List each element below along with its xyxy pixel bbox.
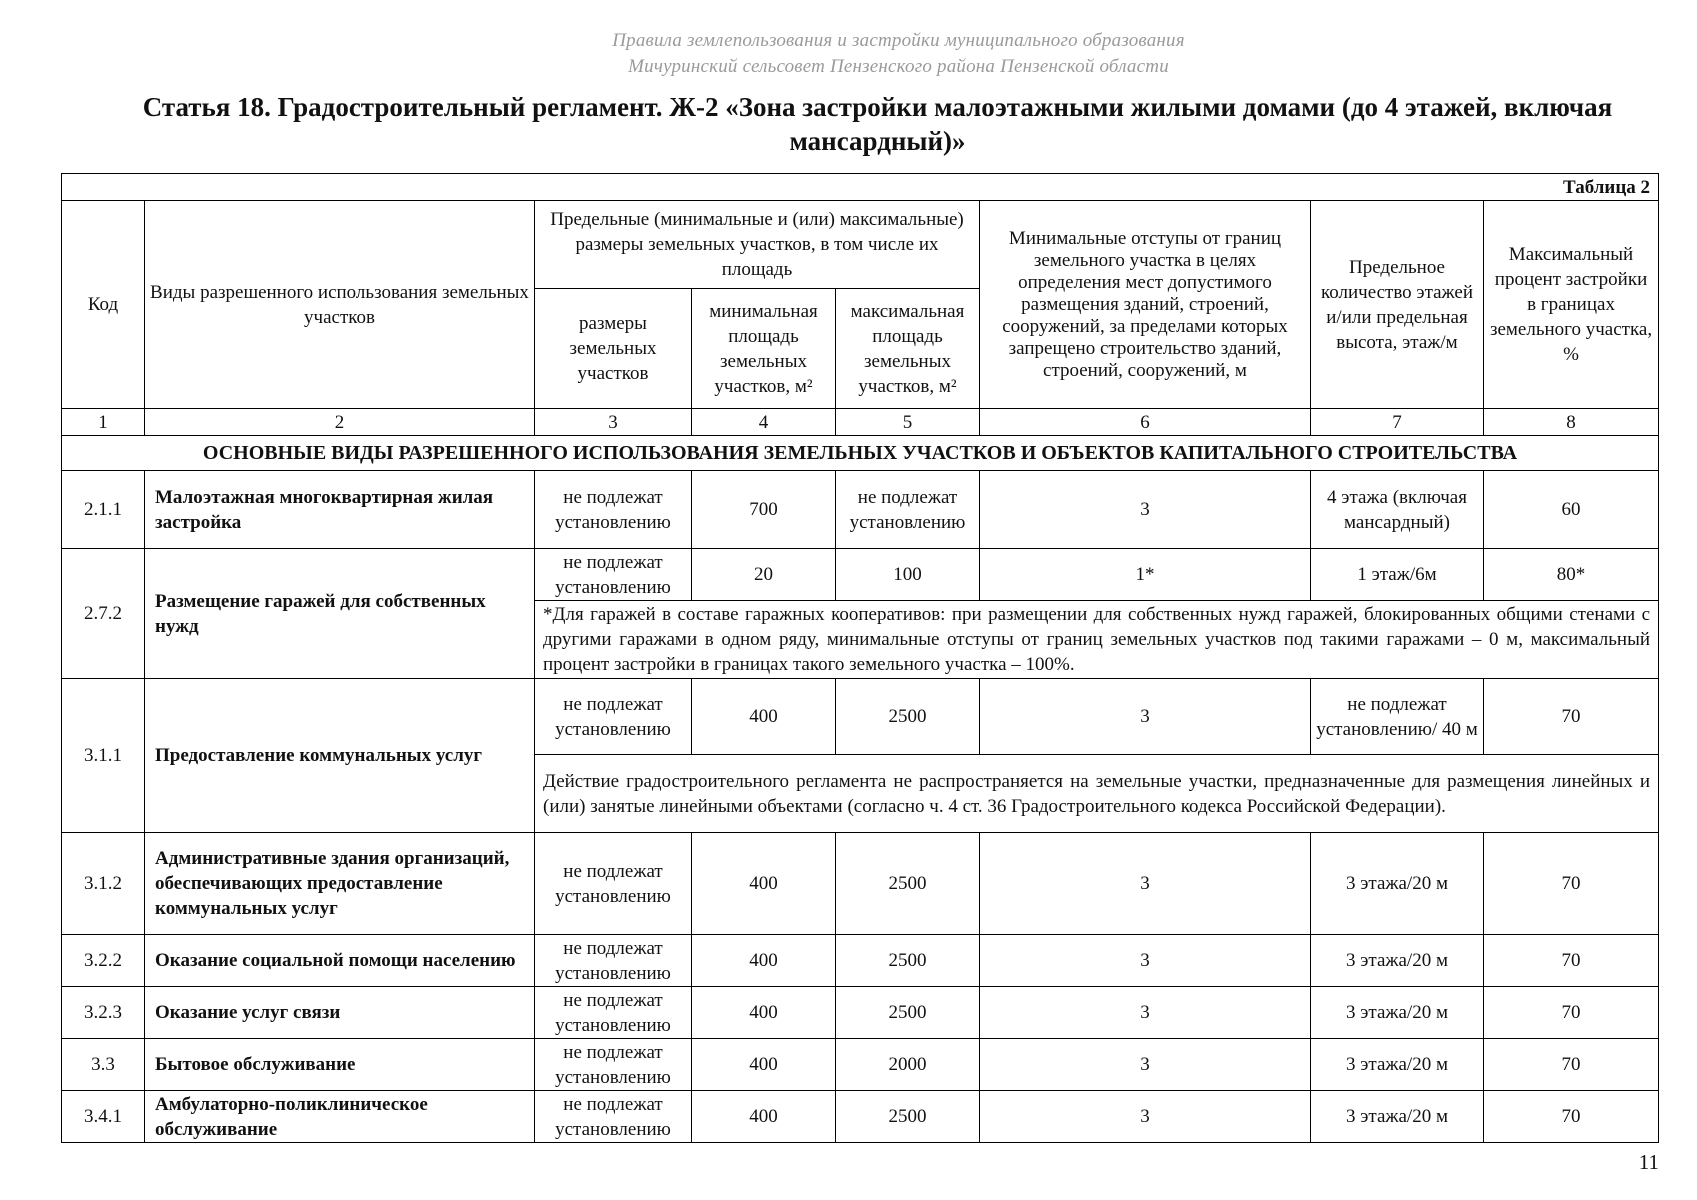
row-floors: 3 этажа/20 м (1311, 1091, 1484, 1143)
row-size: не подлежат установлению (535, 1039, 692, 1091)
row-floors: 4 этажа (включая мансардный) (1311, 471, 1484, 549)
row-coverage: 70 (1484, 1039, 1659, 1091)
row-setback: 3 (980, 987, 1311, 1039)
row-note: Действие градостроительного регламента не распространяется на земельные участки, предназначенные для размещения линейных и (или) занятые линейными объектами (согласно ч. 4 ст. 36 Градостроительного кодекса Российской Федерации). (535, 755, 1659, 833)
row-floors: 3 этажа/20 м (1311, 935, 1484, 987)
row-use-name: Бытовое обслуживание (145, 1039, 535, 1091)
row-size: не подлежат установлению (535, 987, 692, 1039)
column-number: 2 (145, 409, 535, 436)
table-label-row (62, 174, 1659, 201)
table-row (62, 549, 1659, 601)
header-limits: Предельные (минимальные и (или) максимальные) размеры земельных участков, в том числе их площадь (535, 201, 980, 289)
table-label: Таблица 2 (62, 174, 1659, 201)
column-number: 4 (692, 409, 836, 436)
row-max-area: 100 (836, 549, 980, 601)
row-coverage: 70 (1484, 679, 1659, 755)
row-coverage: 60 (1484, 471, 1659, 549)
row-size: не подлежат установлению (535, 549, 692, 601)
running-header-line-1: Правила землепользования и застройки муниципального образования (612, 30, 1185, 51)
row-setback: 3 (980, 471, 1311, 549)
row-setback: 1* (980, 549, 1311, 601)
row-size: не подлежат установлению (535, 471, 692, 549)
row-coverage: 70 (1484, 935, 1659, 987)
row-min-area: 400 (692, 935, 836, 987)
row-min-area: 400 (692, 987, 836, 1039)
header-use: Виды разрешенного использования земельных участков (145, 201, 535, 409)
table-row (62, 471, 1659, 549)
row-use-name: Оказание услуг связи (145, 987, 535, 1039)
row-coverage: 70 (1484, 987, 1659, 1039)
row-code: 3.4.1 (62, 1091, 145, 1143)
row-code: 3.3 (62, 1039, 145, 1091)
column-number: 7 (1311, 409, 1484, 436)
row-min-area: 400 (692, 1091, 836, 1143)
row-code: 2.1.1 (62, 471, 145, 549)
table-row (62, 679, 1659, 755)
row-max-area: 2500 (836, 935, 980, 987)
column-number: 5 (836, 409, 980, 436)
row-max-area: не подлежат установлению (836, 471, 980, 549)
running-header-line-2: Мичуринский сельсовет Пензенского района Пензенской области (628, 56, 1169, 77)
row-coverage: 80* (1484, 549, 1659, 601)
header-size: размеры земельных участков (535, 289, 692, 409)
row-max-area: 2000 (836, 1039, 980, 1091)
row-use-name: Предоставление коммунальных услуг (145, 679, 535, 833)
row-code: 3.2.2 (62, 935, 145, 987)
header-row-1 (62, 201, 1659, 289)
section-row (62, 436, 1659, 471)
row-setback: 3 (980, 935, 1311, 987)
column-number: 3 (535, 409, 692, 436)
row-coverage: 70 (1484, 1091, 1659, 1143)
row-max-area: 2500 (836, 679, 980, 755)
column-number: 6 (980, 409, 1311, 436)
header-setback: Минимальные отступы от границ земельного участка в целях определения мест допустимого размещения зданий, строений, сооружений, за пределами которых запрещено строительство зданий, строений, сооружений, м (980, 201, 1311, 409)
row-use-name: Малоэтажная многоквартирная жилая застройка (145, 471, 535, 549)
row-floors: 3 этажа/20 м (1311, 833, 1484, 935)
row-setback: 3 (980, 1039, 1311, 1091)
row-min-area: 700 (692, 471, 836, 549)
row-setback: 3 (980, 1091, 1311, 1143)
row-use-name: Оказание социальной помощи населению (145, 935, 535, 987)
table-row (62, 987, 1659, 1039)
row-use-name: Административные здания организаций, обеспечивающих предоставление коммунальных услуг (145, 833, 535, 935)
row-note: *Для гаражей в составе гаражных кооперативов: при размещении для собственных нужд гаражей, блокированных общими стенами с другими гаражами в одном ряду, минимальные отступы от границ земельных участков под такими гаражами – 0 м, максимальный процент застройки в границах такого земельного участка – 100%. (535, 601, 1659, 679)
row-coverage: 70 (1484, 833, 1659, 935)
header-floors: Предельное количество этажей и/или предельная высота, этаж/м (1311, 201, 1484, 409)
header-min-area: минимальная площадь земельных участков, м² (692, 289, 836, 409)
row-min-area: 20 (692, 549, 836, 601)
table-row (62, 833, 1659, 935)
header-coverage: Максимальный процент застройки в границах земельного участка, % (1484, 201, 1659, 409)
column-number-row (62, 409, 1659, 436)
row-setback: 3 (980, 833, 1311, 935)
section-heading: ОСНОВНЫЕ ВИДЫ РАЗРЕШЕННОГО ИСПОЛЬЗОВАНИЯ ЗЕМЕЛЬНЫХ УЧАСТКОВ И ОБЪЕКТОВ КАПИТАЛЬНОГО СТРОИТЕЛЬСТВА (62, 436, 1659, 471)
row-floors: не подлежат установлению/ 40 м (1311, 679, 1484, 755)
row-floors: 3 этажа/20 м (1311, 1039, 1484, 1091)
table-row (62, 1091, 1659, 1143)
row-use-name: Амбулаторно-поликлиническое обслуживание (145, 1091, 535, 1143)
article-title: Статья 18. Градостроительный регламент. Ж-2 «Зона застройки малоэтажными жилыми домами (до 4 этажей, включая мансардный)» (142, 92, 1613, 156)
row-floors: 3 этажа/20 м (1311, 987, 1484, 1039)
row-max-area: 2500 (836, 1091, 980, 1143)
row-size: не подлежат установлению (535, 833, 692, 935)
header-max-area: максимальная площадь земельных участков, м² (836, 289, 980, 409)
table-row (62, 935, 1659, 987)
row-min-area: 400 (692, 1039, 836, 1091)
row-size: не подлежат установлению (535, 679, 692, 755)
header-code: Код (62, 201, 145, 409)
row-code: 2.7.2 (62, 549, 145, 679)
row-code: 3.1.1 (62, 679, 145, 833)
row-size: не подлежат установлению (535, 935, 692, 987)
row-max-area: 2500 (836, 987, 980, 1039)
row-use-name: Размещение гаражей для собственных нужд (145, 549, 535, 679)
row-floors: 1 этаж/6м (1311, 549, 1484, 601)
row-setback: 3 (980, 679, 1311, 755)
page-number: 11 (1638, 1150, 1659, 1174)
table-row (62, 1039, 1659, 1091)
row-min-area: 400 (692, 833, 836, 935)
row-max-area: 2500 (836, 833, 980, 935)
column-number: 8 (1484, 409, 1659, 436)
regulation-table (61, 173, 1659, 1143)
row-min-area: 400 (692, 679, 836, 755)
row-code: 3.1.2 (62, 833, 145, 935)
column-number: 1 (62, 409, 145, 436)
row-size: не подлежат установлению (535, 1091, 692, 1143)
row-code: 3.2.3 (62, 987, 145, 1039)
